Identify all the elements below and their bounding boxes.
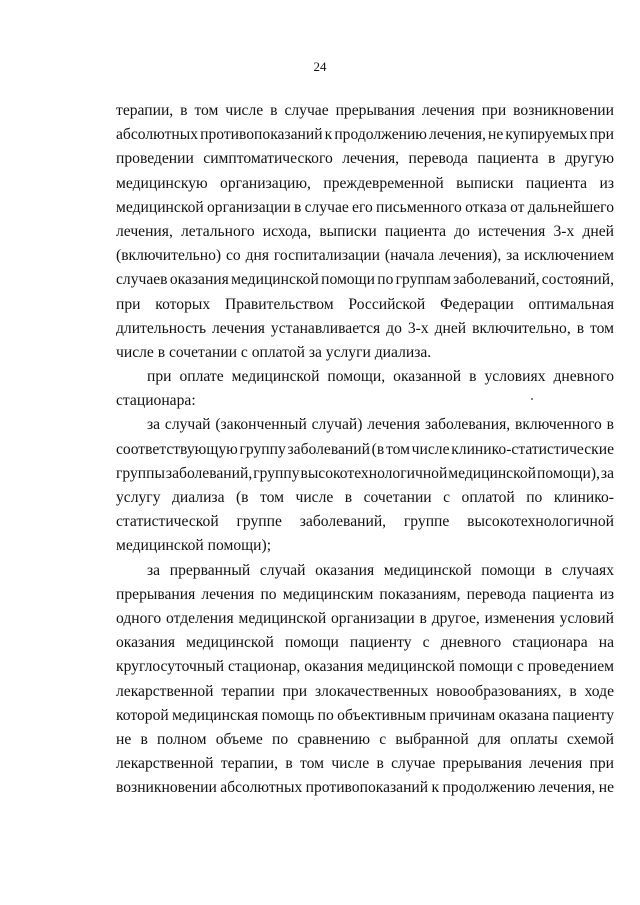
text-line: проведении симптоматического лечения, перевода пациента в другую: [116, 150, 614, 168]
text-line: услугу диализа (в том числе в сочетании с оплатой по клинико-: [116, 489, 614, 506]
text-line: медицинскую организацию, преждевременной выписки пациента из: [116, 174, 614, 192]
text-line: случаев оказания медицинской помощи по группам заболеваний, состояний,: [116, 271, 614, 289]
page-number: 24: [313, 59, 327, 74]
text-line: статистической группе заболеваний, группе высокотехнологичной: [116, 513, 614, 531]
text-line: абсолютных противопоказаний к продолжению лечения, не купируемых при: [116, 126, 614, 144]
text-line: при оплате медицинской помощи, оказанной в условиях дневного: [147, 368, 614, 386]
text-line: медицинской организации в случае его письменного отказа от дальнейшего: [116, 198, 614, 216]
text-line: (включительно) со дня госпитализации (начала лечения), за исключением: [116, 247, 614, 265]
text-line: круглосуточный стационар, оказания медицинской помощи с проведением: [116, 658, 614, 676]
text-line: за прерванный случай оказания медицинской помощи в случаях: [147, 561, 614, 579]
text-line: лекарственной терапии, в том числе в случае прерывания лечения при: [116, 755, 614, 773]
text-line: длительность лечения устанавливается до 3-х дней включительно, в том: [116, 319, 614, 337]
text-line: не в полном объеме по сравнению с выбранной для оплаты схемой: [116, 730, 614, 748]
text-line: соответствующую группу заболеваний (в том числе клинико-статистические: [116, 440, 614, 458]
text-line: лекарственной терапии при злокачественных новообразованиях, в ходе: [116, 682, 614, 700]
text-line: терапии, в том числе в случае прерывания лечения при возникновении: [116, 102, 614, 119]
body-text: [116, 99, 614, 800]
text-line: лечения, летального исхода, выписки пациента до истечения 3-х дней: [116, 222, 614, 240]
text-line: которой медицинская помощь по объективным причинам оказана пациенту: [116, 706, 614, 724]
text-line: при которых Правительством Российской Федерации оптимальная: [116, 295, 614, 313]
text-line: числе в сочетании с оплатой за услуги диализа.: [116, 343, 432, 361]
text-line: медицинской помощи);: [116, 537, 272, 555]
text-line: возникновении абсолютных противопоказаний к продолжению лечения, не: [116, 779, 614, 797]
text-line: оказания медицинской помощи пациенту с дневного стационара на: [116, 634, 614, 652]
text-line: прерывания лечения по медицинским показаниям, перевода пациента из: [116, 585, 614, 603]
text-line: одного отделения медицинской организации в другое, изменения условий: [116, 609, 614, 627]
text-line: группы заболеваний, группу высокотехнологичной медицинской помощи), за: [116, 464, 614, 482]
text-line: за случай (законченный случай) лечения заболевания, включенного в: [147, 416, 614, 434]
text-line: стационара:: [116, 392, 196, 410]
